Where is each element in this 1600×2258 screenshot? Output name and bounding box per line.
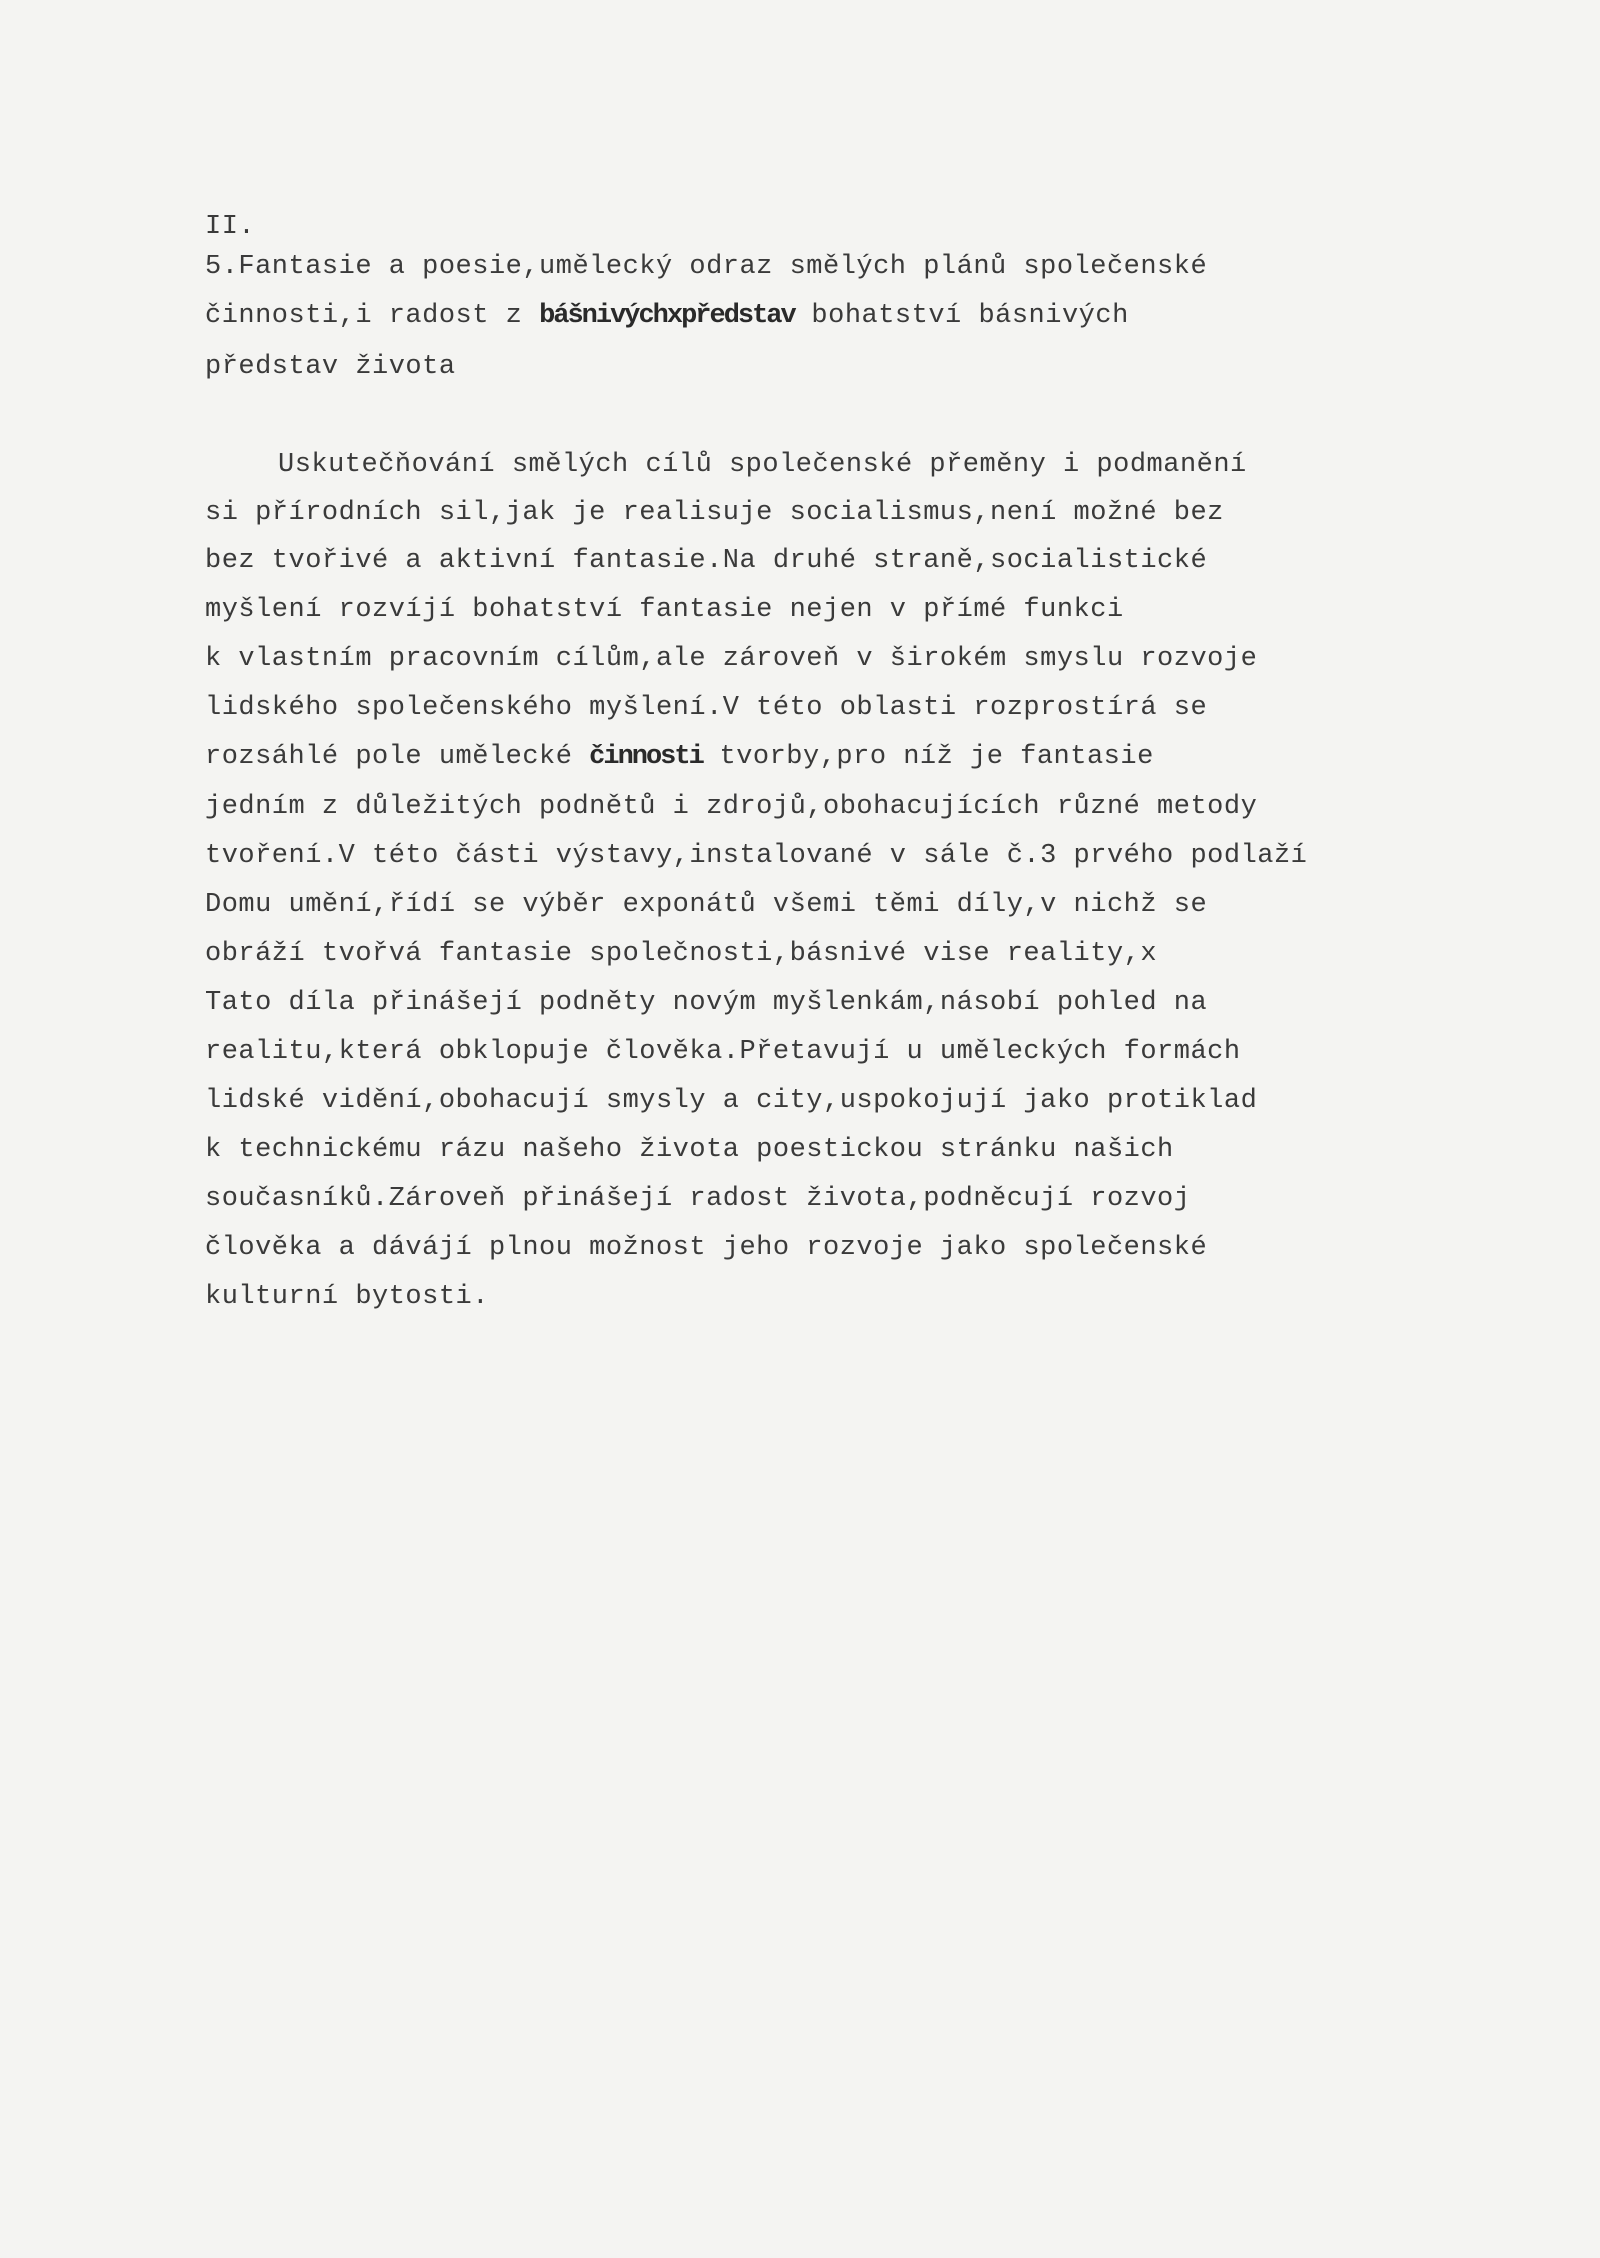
body-line-9: tvoření.V této části výstavy,instalované v sále č.3 prvého podlaží: [205, 841, 1308, 871]
body-line-14: lidské vidění,obohacují smysly a city,uspokojují jako protiklad: [205, 1086, 1258, 1116]
heading-line-3: představ života: [205, 352, 456, 382]
body-line-5: k vlastním pracovním cílům,ale zároveň v širokém smyslu rozvoje: [205, 644, 1258, 674]
body-line-6: lidského společenského myšlení.V této oblasti rozprostírá se: [205, 693, 1208, 723]
section-numeral: II.: [205, 212, 256, 242]
heading-line-2-end: bohatství básnivých: [794, 301, 1129, 331]
body-line-4: myšlení rozvíjí bohatství fantasie nejen v přímé funkci: [205, 595, 1124, 625]
body-line-1: Uskutečňování smělých cílů společenské přeměny i podmanění: [278, 450, 1247, 480]
body-line-16: současníků.Zároveň přinášejí radost života,podněcují rozvoj: [205, 1184, 1191, 1214]
body-line-13: realitu,která obklopuje člověka.Přetavují u uměleckých formách: [205, 1037, 1241, 1067]
body-line-7-end: tvorby,pro níž je fantasie: [702, 742, 1154, 772]
heading-line-2: [205, 303, 1129, 330]
body-line-7-start: rozsáhlé pole umělecké: [205, 742, 590, 772]
heading-line-2-start: činnosti,i radost z: [205, 301, 540, 331]
body-line-11: obráží tvořvá fantasie společnosti,básnivé vise reality,x: [205, 939, 1158, 969]
body-line-12: Tato díla přinášejí podněty novým myšlenkám,násobí pohled na: [205, 988, 1208, 1018]
struck-out-text: činnosti: [589, 742, 703, 772]
heading-line-1: 5.Fantasie a poesie,umělecký odraz smělých plánů společenské: [205, 252, 1208, 282]
body-line-15: k technickému rázu našeho života poestickou stránku našich: [205, 1135, 1174, 1165]
body-line-10: Domu umění,řídí se výběr exponátů všemi těmi díly,v nichž se: [205, 890, 1208, 920]
body-line-7: [205, 744, 1154, 771]
body-line-8: jedním z důležitých podnětů i zdrojů,obohacujících různé metody: [205, 792, 1258, 822]
body-line-2: si přírodních sil,jak je realisuje socialismus,není možné bez: [205, 498, 1224, 528]
body-line-17: člověka a dávájí plnou možnost jeho rozvoje jako společenské: [205, 1233, 1208, 1263]
body-line-18: kulturní bytosti.: [205, 1282, 489, 1312]
struck-out-text: bášnivýchxpředstav: [539, 301, 795, 331]
body-line-3: bez tvořivé a aktivní fantasie.Na druhé straně,socialistické: [205, 546, 1208, 576]
